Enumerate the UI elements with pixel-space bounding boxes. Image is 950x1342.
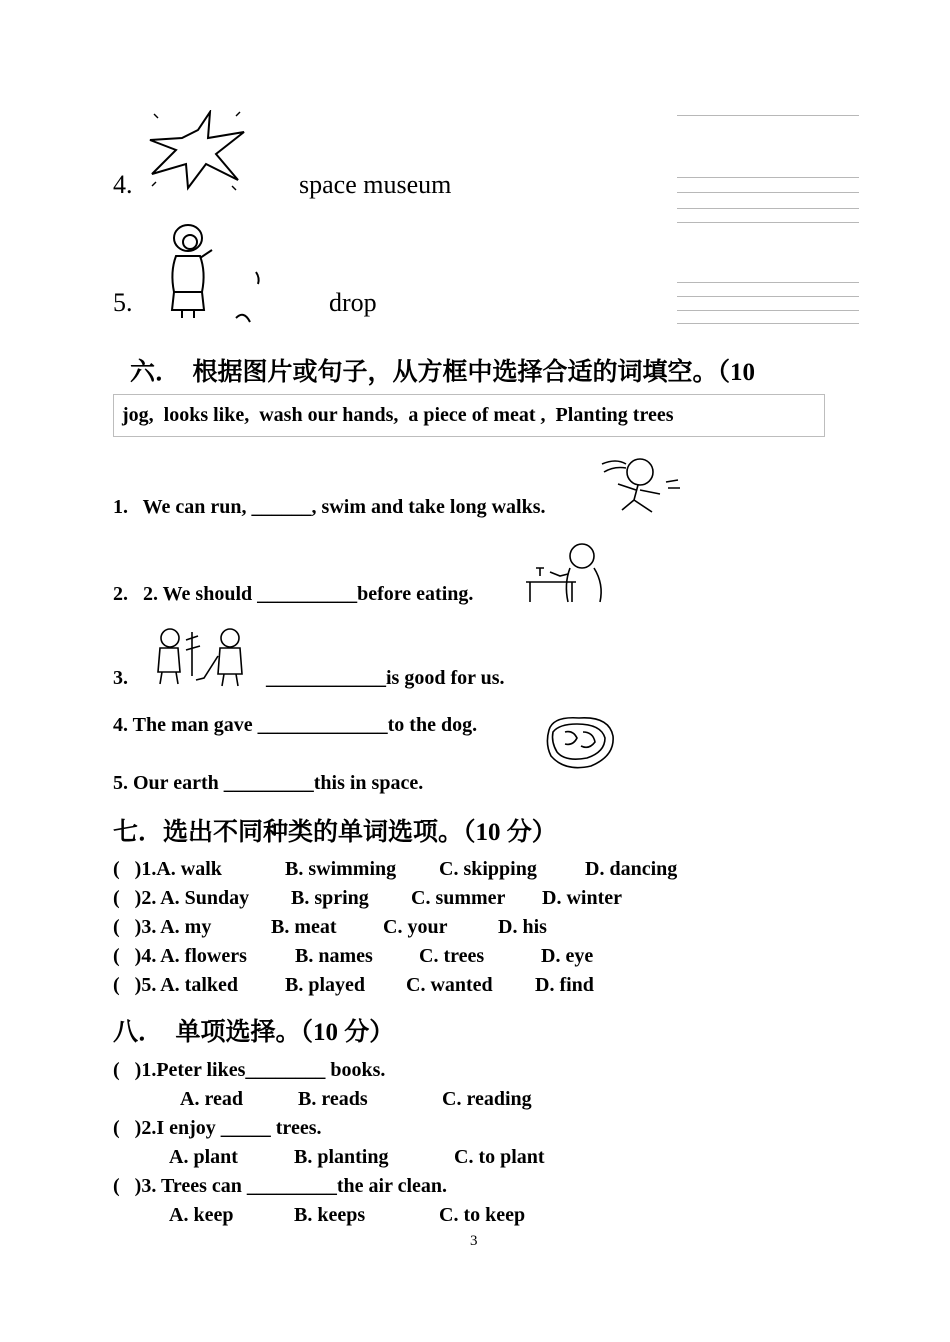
s7-row-2 xyxy=(113,887,733,913)
item-number: 5. xyxy=(113,288,133,317)
s8-item-1-stem: ( )1.Peter likes________ books. xyxy=(113,1059,386,1081)
writing-line xyxy=(677,192,859,193)
s7-row-4-d: D. eye xyxy=(541,945,594,967)
writing-line xyxy=(677,115,859,116)
s8-item-2-stem: ( )2.I enjoy _____ trees. xyxy=(113,1117,322,1139)
s8-item-3-opt-a: A. keep xyxy=(169,1204,234,1226)
explosion-icon xyxy=(148,110,248,192)
writing-line xyxy=(677,177,859,178)
s7-row-3-a: ( )3. A. my xyxy=(113,916,212,938)
s7-row-4-b: B. names xyxy=(295,945,373,967)
writing-line xyxy=(677,323,859,324)
question-5: 5. Our earth _________this in space. xyxy=(113,772,424,794)
writing-line xyxy=(677,222,859,223)
s8-item-1-opt-a: A. read xyxy=(180,1088,243,1110)
question-3-text: ____________is good for us. xyxy=(266,667,505,689)
s7-row-3-c: C. your xyxy=(383,916,448,938)
woman-dropping-icon xyxy=(160,222,266,326)
planting-trees-icon xyxy=(148,626,258,688)
item-number: 4. xyxy=(113,170,133,199)
s7-row-2-c: C. summer xyxy=(411,887,506,909)
s8-item-2-opt-b: B. planting xyxy=(294,1146,389,1168)
question-4: 4. The man gave _____________to the dog. xyxy=(113,714,478,736)
s7-row-5-d: D. find xyxy=(535,974,594,996)
s7-row-1-a: ( )1.A. walk xyxy=(113,858,222,880)
word-box xyxy=(113,394,825,437)
section-6-title: 六． 根据图片或句子，从方框中选择合适的词填空。（10 xyxy=(130,359,756,386)
s7-row-4-c: C. trees xyxy=(419,945,485,967)
s8-item-3-stem: ( )3. Trees can _________the air clean. xyxy=(113,1175,448,1197)
word-drop: drop xyxy=(329,288,377,317)
s7-row-2-a: ( )2. A. Sunday xyxy=(113,887,250,909)
s8-item-2-options xyxy=(169,1146,589,1172)
washing-hands-icon xyxy=(520,540,620,604)
s7-row-4-a: ( )4. A. flowers xyxy=(113,945,247,967)
s8-item-1-options xyxy=(180,1088,580,1114)
s7-row-3-b: B. meat xyxy=(271,916,337,938)
s7-row-5-c: C. wanted xyxy=(406,974,493,996)
section-7-title: 七．选出不同种类的单词选项。（10 分） xyxy=(113,819,557,846)
s7-row-1-c: C. skipping xyxy=(439,858,537,880)
writing-line xyxy=(677,310,859,311)
girl-jogging-icon xyxy=(596,454,682,518)
meat-icon xyxy=(543,712,617,774)
s8-item-2-opt-a: A. plant xyxy=(169,1146,238,1168)
s8-item-3-options xyxy=(169,1204,589,1230)
section-8-title: 八． 单项选择。（10 分） xyxy=(113,1019,395,1046)
s8-item-3-opt-c: C. to keep xyxy=(439,1204,526,1226)
s8-item-2-opt-c: C. to plant xyxy=(454,1146,545,1168)
s7-row-1-b: B. swimming xyxy=(285,858,397,880)
s8-item-1-opt-c: C. reading xyxy=(442,1088,532,1110)
s7-row-5 xyxy=(113,974,733,1000)
s8-item-1-opt-b: B. reads xyxy=(298,1088,368,1110)
page-number: 3 xyxy=(470,1233,478,1249)
word-box-text: jog, looks like, wash our hands, a piece of meat , Planting trees xyxy=(122,404,674,426)
writing-line xyxy=(677,282,859,283)
s7-row-5-b: B. played xyxy=(285,974,366,996)
writing-line xyxy=(677,296,859,297)
s7-row-3 xyxy=(113,916,733,942)
s7-row-2-b: B. spring xyxy=(291,887,369,909)
word-space-museum: space museum xyxy=(299,170,452,199)
question-2: 2. 2. We should __________before eating. xyxy=(113,583,474,605)
s7-row-1 xyxy=(113,858,733,884)
writing-line xyxy=(677,208,859,209)
s7-row-1-d: D. dancing xyxy=(585,858,678,880)
s7-row-2-d: D. winter xyxy=(542,887,622,909)
question-3-number: 3. xyxy=(113,667,128,689)
s7-row-5-a: ( )5. A. talked xyxy=(113,974,238,996)
question-1: 1. We can run, ______, swim and take long walks. xyxy=(113,496,546,518)
s7-row-4 xyxy=(113,945,733,971)
s7-row-3-d: D. his xyxy=(498,916,547,938)
s8-item-3-opt-b: B. keeps xyxy=(294,1204,366,1226)
